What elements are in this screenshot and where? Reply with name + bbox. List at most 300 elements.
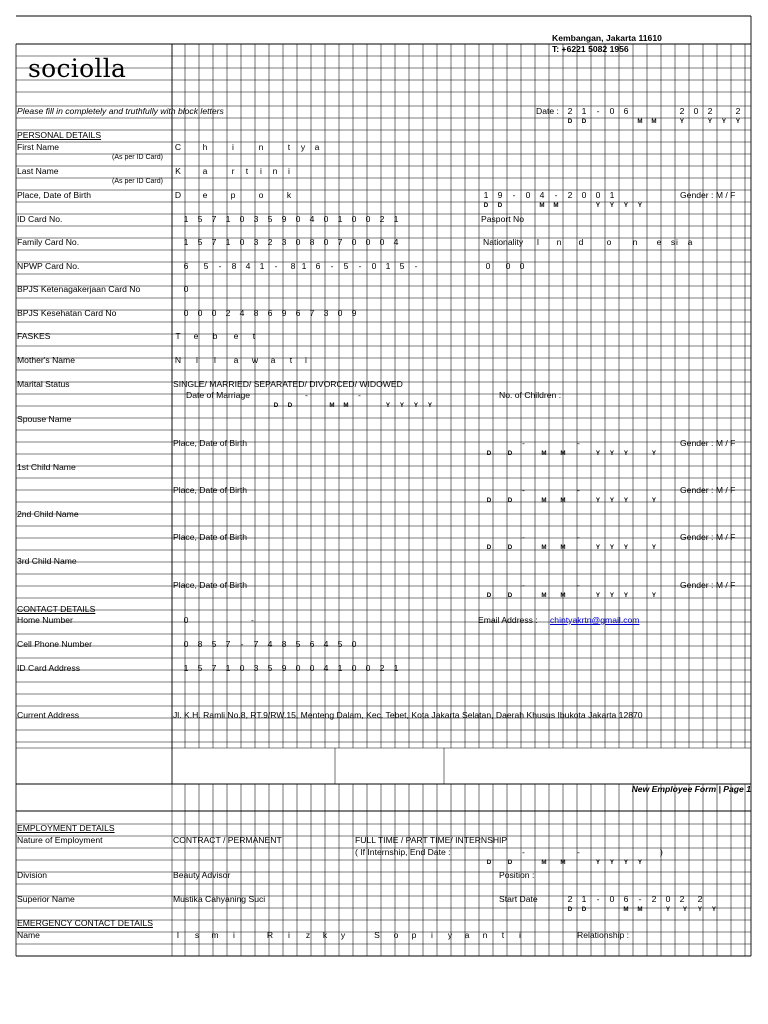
- sociolla-logo: sociolla: [28, 54, 127, 83]
- birth-place-char: e: [202, 190, 208, 200]
- dd-hint: D: [567, 118, 573, 125]
- id-card-digit: 0: [351, 214, 357, 224]
- id-address-char: 5: [197, 663, 203, 673]
- id-address-char: 1: [393, 663, 399, 673]
- mothers-name-char: a: [233, 355, 239, 365]
- division-value: Beauty Advisor: [173, 870, 231, 880]
- last-name-char: t: [245, 166, 249, 176]
- emergency-name-char: i: [519, 930, 521, 940]
- id-card-digit: 5: [267, 214, 273, 224]
- dd-hint: D: [483, 202, 489, 209]
- yyyy-hint: Y: [595, 592, 601, 599]
- mm-hint: M: [553, 202, 559, 209]
- birth-date-char: 2: [567, 190, 573, 200]
- gender-label: Gender : M / F: [680, 532, 736, 542]
- bpjs-kes-digit: 0: [337, 308, 343, 318]
- emergency-name-label: Name: [17, 930, 40, 940]
- yyyy-hint: Y: [609, 544, 615, 551]
- first-name-char: y: [300, 142, 306, 152]
- family-card-digit: 4: [393, 237, 399, 247]
- birth-date-char: 4: [539, 190, 545, 200]
- emergency-name-char: p: [411, 930, 417, 940]
- npwp-char: -: [414, 261, 418, 271]
- date-separator: -: [522, 438, 525, 448]
- yyyy-hint: Y: [651, 450, 657, 457]
- npwp-char: 0: [485, 261, 491, 271]
- dd-hint: D: [497, 202, 503, 209]
- dd-hint: D: [507, 497, 513, 504]
- first-child-label: 1st Child Name: [17, 462, 76, 472]
- family-card-digit: 0: [239, 237, 245, 247]
- emergency-name-char: i: [431, 930, 433, 940]
- form-date-value: 0: [693, 106, 699, 116]
- mm-hint: M: [329, 402, 335, 409]
- time-options: FULL TIME / PART TIME/ INTERNSHIP: [355, 835, 508, 845]
- last-name-char: i: [260, 166, 262, 176]
- date-separator: -: [522, 532, 525, 542]
- start-date-char: 2: [679, 894, 685, 904]
- yyyy-hint: Y: [595, 859, 601, 866]
- cell-phone-char: 8: [197, 639, 203, 649]
- birth-date-char: -: [512, 190, 516, 200]
- id-address-char: 0: [239, 663, 245, 673]
- yyyy-hint: Y: [399, 402, 405, 409]
- birth-label: Place, Date of Birth: [17, 190, 92, 200]
- yyyy-hint: Y: [595, 450, 601, 457]
- date-separator: -: [251, 615, 254, 625]
- emergency-name-char: y: [447, 930, 453, 940]
- yyyy-hint: Y: [623, 450, 629, 457]
- form-date-value: 6: [623, 106, 629, 116]
- npwp-char: 1: [385, 261, 391, 271]
- dd-hint: D: [273, 402, 279, 409]
- npwp-char: 6: [183, 261, 189, 271]
- birth-date-char: -: [554, 190, 558, 200]
- yyyy-hint: Y: [707, 118, 713, 125]
- nationality-label: Nationality: [483, 237, 524, 247]
- as-per-id-note: (As per ID Card): [112, 178, 163, 185]
- yyyy-hint: Y: [651, 544, 657, 551]
- id-address-char: 7: [211, 663, 217, 673]
- emergency-name-char: o: [393, 930, 399, 940]
- bpjs-kes-digit: 9: [281, 308, 287, 318]
- dd-hint: D: [581, 906, 587, 913]
- start-date-char: 2: [697, 894, 703, 904]
- birth-date-char: 1: [609, 190, 615, 200]
- home-number-label: Home Number: [17, 615, 73, 625]
- date-separator: -: [577, 438, 580, 448]
- npwp-char: -: [330, 261, 334, 271]
- contract-options: CONTRACT / PERMANENT: [173, 835, 282, 845]
- npwp-char: 1: [301, 261, 307, 271]
- family-card-digit: 3: [281, 237, 287, 247]
- nationality-char: a: [687, 237, 693, 247]
- start-date-label: Start Date: [499, 894, 538, 904]
- id-card-digit: 1: [337, 214, 343, 224]
- yyyy-hint: Y: [735, 118, 741, 125]
- id-card-digit: 5: [197, 214, 203, 224]
- bpjs-kes-digit: 3: [323, 308, 329, 318]
- cell-phone-label: Cell Phone Number: [17, 639, 92, 649]
- division-label: Division: [17, 870, 48, 880]
- id-card-digit: 0: [295, 214, 301, 224]
- npwp-char: -: [218, 261, 222, 271]
- dd-hint: D: [507, 592, 513, 599]
- nationality-char: s: [670, 237, 676, 247]
- second-child-label: 2nd Child Name: [17, 509, 79, 519]
- id-address-char: 1: [337, 663, 343, 673]
- family-card-digit: 1: [183, 237, 189, 247]
- dd-hint: D: [507, 859, 513, 866]
- yyyy-hint: Y: [697, 906, 703, 913]
- cell-phone-char: 4: [323, 639, 329, 649]
- family-card-digit: 7: [337, 237, 343, 247]
- id-card-digit: 0: [365, 214, 371, 224]
- bpjs-tk-label: BPJS Ketenagakerjaan Card No: [17, 284, 141, 294]
- yyyy-hint: Y: [609, 859, 615, 866]
- emergency-name-char: k: [322, 930, 328, 940]
- id-address-char: 1: [183, 663, 189, 673]
- first-name-char: i: [232, 142, 234, 152]
- cell-phone-char: 5: [295, 639, 301, 649]
- form-date-value: 1: [581, 106, 587, 116]
- bpjs-kes-digit: 8: [253, 308, 259, 318]
- mothers-name-char: i: [305, 355, 307, 365]
- cell-phone-char: 4: [267, 639, 273, 649]
- internship-end-label: ( If Internship, End Date :: [355, 847, 451, 857]
- form-date-value: 2: [679, 106, 685, 116]
- place-date-of-birth-label: Place, Date of Birth: [173, 438, 248, 448]
- gender-label: Gender : M / F: [680, 438, 736, 448]
- date-separator: -: [577, 485, 580, 495]
- company-address: Kembangan, Jakarta 11610: [552, 33, 662, 43]
- birth-date-char: 9: [497, 190, 503, 200]
- start-date-char: 2: [567, 894, 573, 904]
- date-separator: -: [522, 485, 525, 495]
- yyyy-hint: Y: [721, 118, 727, 125]
- nature-of-employment-label: Nature of Employment: [17, 835, 103, 845]
- npwp-char: 0: [505, 261, 511, 271]
- last-name-char: i: [288, 166, 290, 176]
- emergency-name-char: a: [464, 930, 470, 940]
- npwp-char: 8: [231, 261, 237, 271]
- birth-place-char: o: [258, 190, 264, 200]
- home-number-digit: 0: [183, 615, 189, 625]
- yyyy-hint: Y: [385, 402, 391, 409]
- dd-hint: D: [486, 544, 492, 551]
- page-footer: New Employee Form | Page 1: [631, 784, 751, 794]
- id-address-char: 2: [379, 663, 385, 673]
- id-address-char: 5: [267, 663, 273, 673]
- close-paren: ): [660, 847, 663, 857]
- id-card-digit: 0: [239, 214, 245, 224]
- dd-hint: D: [486, 497, 492, 504]
- contact-details-heading: CONTACT DETAILS: [17, 604, 96, 614]
- cell-phone-char: 7: [253, 639, 259, 649]
- gender-label: Gender : M / F: [680, 485, 736, 495]
- id-card-digit: 9: [281, 214, 287, 224]
- yyyy-hint: Y: [609, 450, 615, 457]
- family-card-digit: 3: [253, 237, 259, 247]
- mm-hint: M: [560, 544, 566, 551]
- npwp-char: 5: [343, 261, 349, 271]
- cell-phone-char: -: [240, 639, 244, 649]
- start-date-char: 1: [581, 894, 587, 904]
- npwp-char: 5: [399, 261, 405, 271]
- family-card-digit: 8: [309, 237, 315, 247]
- bpjs-kes-digit: 0: [197, 308, 203, 318]
- place-date-of-birth-label: Place, Date of Birth: [173, 485, 248, 495]
- mm-hint: M: [637, 906, 643, 913]
- emergency-contact-heading: EMERGENCY CONTACT DETAILS: [17, 918, 153, 928]
- npwp-char: 8: [290, 261, 296, 271]
- npwp-char: 6: [315, 261, 321, 271]
- id-card-digit: 2: [379, 214, 385, 224]
- id-card-digit: 7: [211, 214, 217, 224]
- dd-hint: D: [507, 450, 513, 457]
- superior-name-value: Mustika Cahyaning Suci: [173, 894, 266, 904]
- cell-phone-char: 5: [337, 639, 343, 649]
- form-date-value: -: [596, 106, 600, 116]
- id-card-digit: 1: [183, 214, 189, 224]
- yyyy-hint: Y: [637, 202, 643, 209]
- emergency-name-char: n: [482, 930, 488, 940]
- email-label: Email Address :: [478, 615, 538, 625]
- npwp-char: 0: [519, 261, 525, 271]
- yyyy-hint: Y: [665, 906, 671, 913]
- start-date-char: 0: [665, 894, 671, 904]
- bpjs-kes-digit: 2: [225, 308, 231, 318]
- yyyy-hint: Y: [651, 592, 657, 599]
- bpjs-tk-digit: 0: [183, 284, 189, 294]
- form-date-value: 2: [735, 106, 741, 116]
- id-card-label: ID Card No.: [17, 214, 63, 224]
- company-phone: T: +6221 5082 1956: [552, 44, 629, 54]
- mothers-name-char: l: [214, 355, 216, 365]
- emergency-name-char: i: [288, 930, 290, 940]
- yyyy-hint: Y: [623, 859, 629, 866]
- faskes-char: T: [175, 331, 181, 341]
- yyyy-hint: Y: [595, 544, 601, 551]
- mothers-name-char: i: [196, 355, 198, 365]
- date-separator: -: [577, 580, 580, 590]
- nationality-char: e: [656, 237, 662, 247]
- emergency-name-char: t: [501, 930, 505, 940]
- family-card-label: Family Card No.: [17, 237, 80, 247]
- yyyy-hint: Y: [623, 544, 629, 551]
- mm-hint: M: [343, 402, 349, 409]
- dd-hint: D: [486, 859, 492, 866]
- date-separator: -: [577, 532, 580, 542]
- nationality-char: d: [578, 237, 584, 247]
- id-card-digit: 1: [225, 214, 231, 224]
- start-date-char: -: [596, 894, 600, 904]
- bpjs-kes-digit: 0: [211, 308, 217, 318]
- spouse-name-label: Spouse Name: [17, 414, 72, 424]
- family-card-digit: 7: [211, 237, 217, 247]
- date-separator: -: [522, 580, 525, 590]
- emergency-name-char: y: [340, 930, 346, 940]
- date-separator: -: [358, 390, 361, 400]
- yyyy-hint: Y: [595, 202, 601, 209]
- id-address-char: 0: [309, 663, 315, 673]
- birth-place-char: p: [230, 190, 236, 200]
- faskes-char: e: [233, 331, 239, 341]
- employment-details-heading: EMPLOYMENT DETAILS: [17, 823, 115, 833]
- mothers-name-char: a: [270, 355, 276, 365]
- first-name-char: C: [174, 142, 182, 152]
- email-link[interactable]: chintyakrtn@gmail.com: [550, 615, 640, 625]
- mm-hint: M: [560, 592, 566, 599]
- mm-hint: M: [541, 544, 547, 551]
- birth-place-char: D: [174, 190, 182, 200]
- last-name-char: r: [231, 166, 235, 176]
- passport-label: Pasport No: [481, 214, 524, 224]
- id-card-digit: 1: [393, 214, 399, 224]
- first-name-char: a: [314, 142, 320, 152]
- yyyy-hint: Y: [679, 118, 685, 125]
- family-card-digit: 2: [267, 237, 273, 247]
- nationality-char: o: [606, 237, 612, 247]
- last-name-char: n: [272, 166, 278, 176]
- npwp-char: 5: [203, 261, 209, 271]
- personal-details-heading: PERSONAL DETAILS: [17, 130, 102, 140]
- yyyy-hint: Y: [413, 402, 419, 409]
- yyyy-hint: Y: [595, 497, 601, 504]
- npwp-label: NPWP Card No.: [17, 261, 80, 271]
- faskes-char: t: [252, 331, 256, 341]
- emergency-name-char: S: [374, 930, 380, 940]
- position-label: Position :: [499, 870, 535, 880]
- bpjs-kes-digit: 0: [183, 308, 189, 318]
- id-address-char: 9: [281, 663, 287, 673]
- dd-hint: D: [287, 402, 293, 409]
- as-per-id-note: (As per ID Card): [112, 154, 163, 161]
- mm-hint: M: [541, 859, 547, 866]
- current-address-label: Current Address: [17, 710, 80, 720]
- yyyy-hint: Y: [609, 592, 615, 599]
- bpjs-kes-digit: 9: [351, 308, 357, 318]
- last-name-label: Last Name: [17, 166, 59, 176]
- first-name-char: n: [258, 142, 264, 152]
- family-card-digit: 0: [379, 237, 385, 247]
- id-address-char: 4: [323, 663, 329, 673]
- nationality-char: I: [536, 237, 540, 247]
- birth-place-char: k: [286, 190, 292, 200]
- gender-label: Gender : M / F: [680, 580, 736, 590]
- cell-phone-char: 7: [225, 639, 231, 649]
- start-date-char: -: [638, 894, 642, 904]
- date-separator: -: [522, 847, 525, 857]
- id-address-char: 0: [365, 663, 371, 673]
- last-name-char: K: [175, 166, 181, 176]
- yyyy-hint: Y: [623, 202, 629, 209]
- place-date-of-birth-label: Place, Date of Birth: [173, 580, 248, 590]
- nationality-char: n: [632, 237, 638, 247]
- dd-hint: D: [486, 450, 492, 457]
- yyyy-hint: Y: [609, 202, 615, 209]
- cell-phone-char: 8: [281, 639, 287, 649]
- family-card-digit: 5: [197, 237, 203, 247]
- yyyy-hint: Y: [637, 859, 643, 866]
- faskes-char: b: [212, 331, 218, 341]
- form-date-value: 2: [707, 106, 713, 116]
- emergency-name-char: R: [266, 930, 274, 940]
- id-card-digit: 0: [323, 214, 329, 224]
- first-name-char: h: [202, 142, 208, 152]
- id-address-char: 0: [351, 663, 357, 673]
- emergency-name-char: i: [233, 930, 235, 940]
- id-card-digit: 4: [309, 214, 315, 224]
- yyyy-hint: Y: [623, 592, 629, 599]
- mm-hint: M: [623, 906, 629, 913]
- npwp-char: -: [274, 261, 278, 271]
- birth-date-char: 0: [595, 190, 601, 200]
- id-card-digit: 3: [253, 214, 259, 224]
- family-card-digit: 0: [295, 237, 301, 247]
- yyyy-hint: Y: [651, 497, 657, 504]
- cell-phone-char: 5: [211, 639, 217, 649]
- bpjs-kes-digit: 7: [309, 308, 315, 318]
- faskes-char: e: [193, 331, 199, 341]
- mm-hint: M: [560, 859, 566, 866]
- bpjs-kes-label: BPJS Kesehatan Card No: [17, 308, 117, 318]
- emergency-name-char: m: [211, 930, 219, 940]
- yyyy-hint: Y: [609, 497, 615, 504]
- first-name-label: First Name: [17, 142, 60, 152]
- marital-status-options: SINGLE/ MARRIED/ SEPARATED/ DIVORCED/ WIDOWED: [173, 379, 403, 389]
- id-address-char: 1: [225, 663, 231, 673]
- id-address-label: ID Card Address: [17, 663, 81, 673]
- cell-phone-char: 0: [351, 639, 357, 649]
- mm-hint: M: [541, 497, 547, 504]
- form-instruction: Please fill in completely and truthfully with block letters: [17, 106, 224, 116]
- dd-hint: D: [507, 544, 513, 551]
- bpjs-kes-digit: 6: [267, 308, 273, 318]
- nationality-char: i: [676, 237, 678, 247]
- emergency-name-char: s: [194, 930, 200, 940]
- form-date-value: 2: [567, 106, 573, 116]
- children-count-label: No. of Children :: [499, 390, 562, 400]
- current-address-value: Jl. K.H. Ramli No.8, RT.9/RW.15, Menteng Dalam, Kec. Tebet, Kota Jakarta Selatan, Daerah Khusus Ibukota Jakarta 12870: [173, 710, 643, 720]
- dd-hint: D: [567, 906, 573, 913]
- emergency-name-char: z: [305, 930, 311, 940]
- bpjs-kes-digit: 4: [239, 308, 245, 318]
- birth-date-char: 0: [581, 190, 587, 200]
- mothers-name-char: t: [289, 355, 293, 365]
- start-date-char: 0: [609, 894, 615, 904]
- nationality-char: n: [556, 237, 562, 247]
- mothers-name-label: Mother's Name: [17, 355, 75, 365]
- family-card-digit: 0: [323, 237, 329, 247]
- place-date-of-birth-label: Place, Date of Birth: [173, 532, 248, 542]
- date-separator: -: [577, 847, 580, 857]
- yyyy-hint: Y: [682, 906, 688, 913]
- mm-hint: M: [560, 450, 566, 457]
- date-separator: -: [305, 390, 308, 400]
- family-card-digit: 0: [365, 237, 371, 247]
- npwp-char: 4: [245, 261, 251, 271]
- id-address-char: 3: [253, 663, 259, 673]
- start-date-char: 6: [623, 894, 629, 904]
- third-child-label: 3rd Child Name: [17, 556, 77, 566]
- emergency-name-char: I: [176, 930, 180, 940]
- cell-phone-char: 6: [309, 639, 315, 649]
- yyyy-hint: Y: [711, 906, 717, 913]
- bpjs-kes-digit: 6: [295, 308, 301, 318]
- family-card-digit: 1: [225, 237, 231, 247]
- form-date-value: 0: [609, 106, 615, 116]
